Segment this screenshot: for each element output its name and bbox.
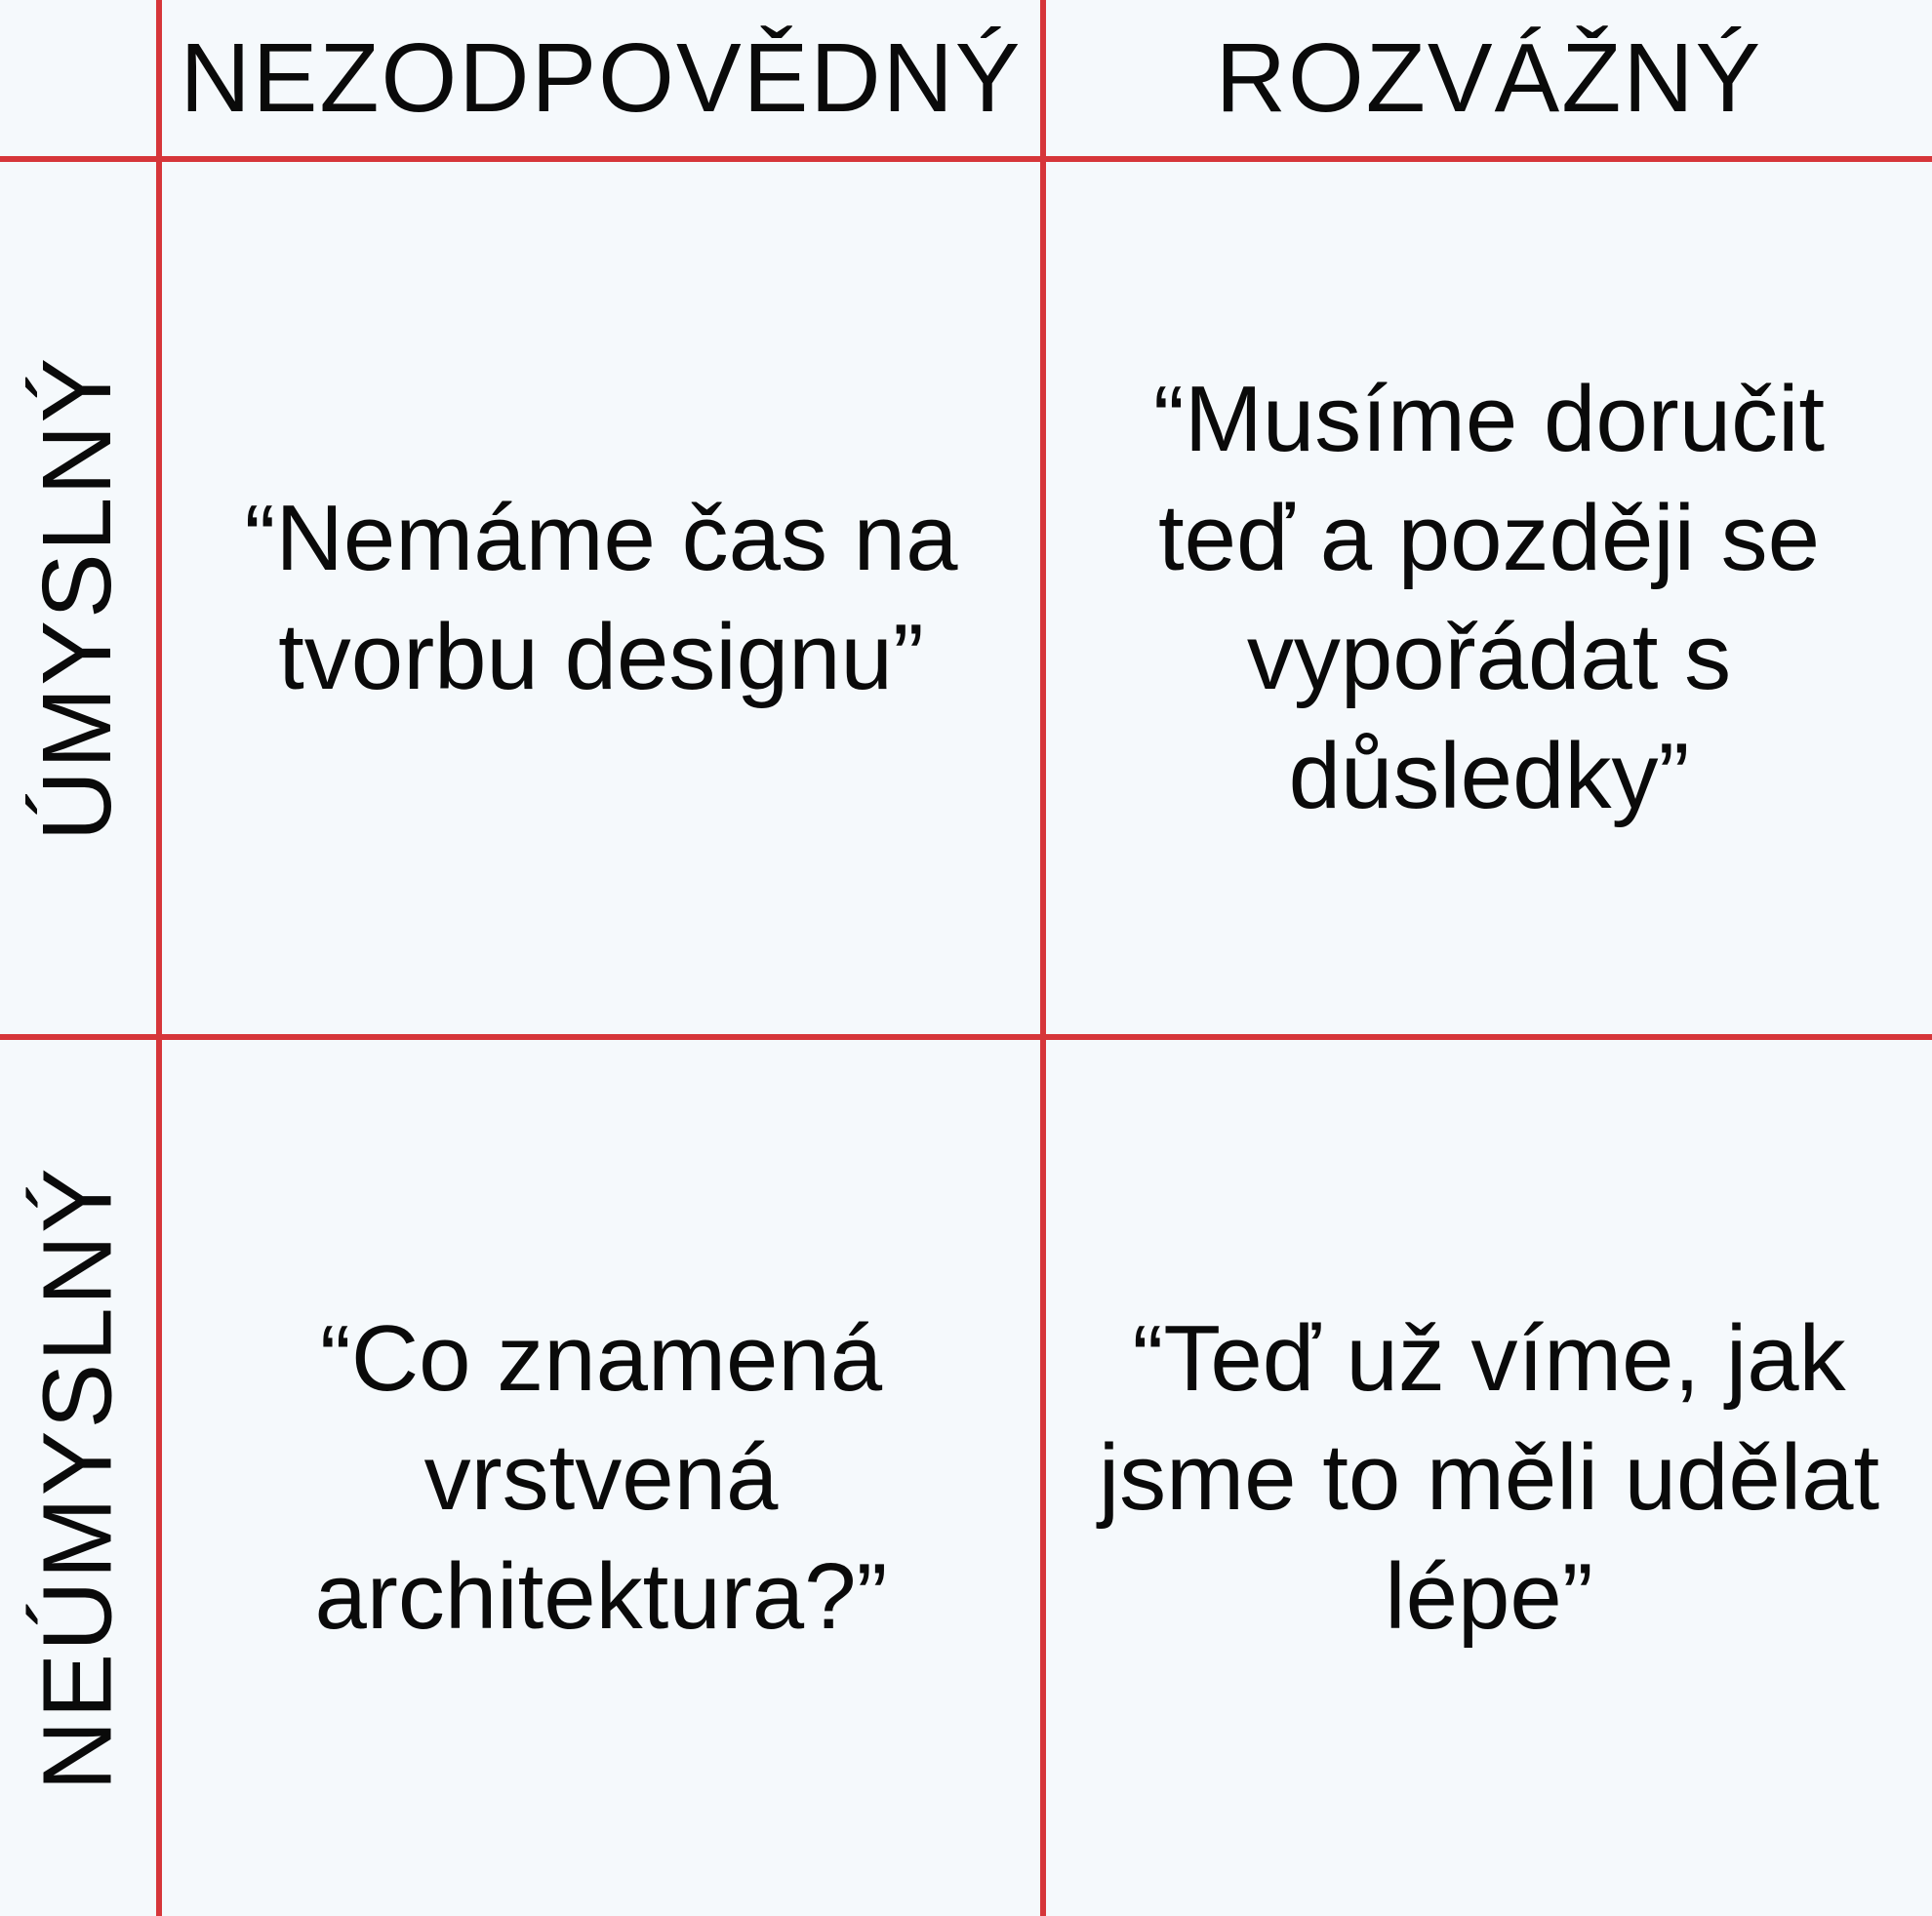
- row-header-inadvertent: NEÚMYSLNÝ: [22, 1165, 133, 1791]
- row-header-inadvertent-container: [0, 1040, 156, 1916]
- cell-inadvertent-prudent: [1046, 1040, 1932, 1916]
- row-header-deliberate-container: [0, 162, 156, 1034]
- cell-quote-inadvertent-reckless: “Co znamená vrstvená architektura?”: [314, 1306, 888, 1649]
- column-header-reckless: NEZODPOVĚDNÝ: [180, 22, 1023, 133]
- cell-quote-inadvertent-prudent: “Teď už víme, jak jsme to měli udělat lépe”: [1098, 1306, 1880, 1649]
- cell-deliberate-prudent: [1046, 162, 1932, 1034]
- row-header-deliberate: ÚMYSLNÝ: [22, 355, 133, 841]
- cell-quote-deliberate-reckless: “Nemáme čas na tvorbu designu”: [244, 486, 958, 709]
- column-header-prudent: ROZVÁŽNÝ: [1215, 22, 1763, 133]
- cell-quote-deliberate-prudent: “Musíme doručit teď a později se vypořádat s důsledky”: [1152, 367, 1826, 828]
- cell-deliberate-reckless: [162, 162, 1040, 1034]
- cell-inadvertent-reckless: [162, 1040, 1040, 1916]
